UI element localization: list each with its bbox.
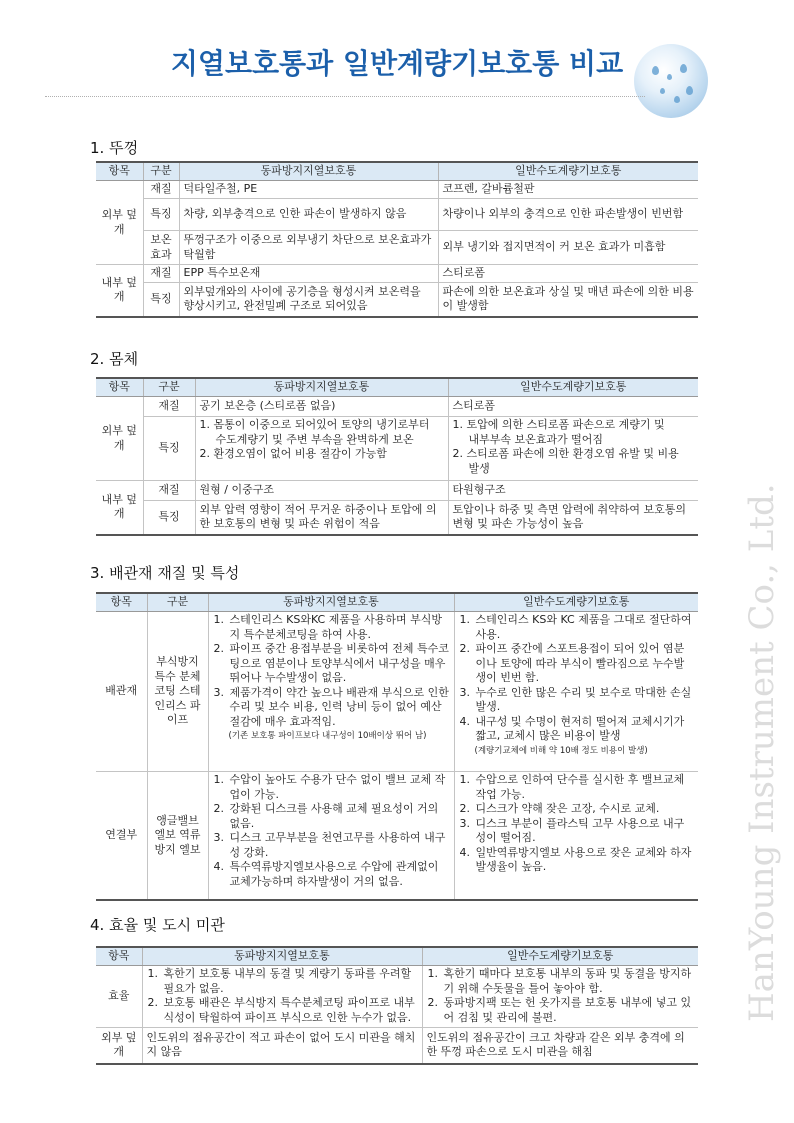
general-cell: 코프렌, 갈바륨철판 <box>438 181 698 199</box>
geo-cell: 인도위의 점유공간이 적고 파손이 없어 도시 미관을 해치지 않음 <box>142 1028 422 1064</box>
header-geo: 동파방지지열보호통 <box>179 162 438 181</box>
geo-cell: 덕타일주철, PE <box>179 181 438 199</box>
list-item: 2. 동파방지팩 또는 헌 옷가지를 보호통 내부에 넣고 있어 검침 및 관리에 불편. <box>442 996 695 1025</box>
row-label-outer-lid: 외부 덮개 <box>96 181 143 265</box>
list-item: 2. 파이프 중간 용접부분을 비롯하여 전체 특수코팅으로 염분이나 토양부식에서 내구성을 매우 뛰어나 누수발생이 없음. <box>228 642 450 686</box>
efficiency-comparison-table <box>96 946 698 1065</box>
list-item: 3. 디스크 고무부분을 천연고무를 사용하여 내구성 강화. <box>228 831 450 860</box>
header-item: 항목 <box>96 378 143 397</box>
header-item: 항목 <box>96 162 143 181</box>
category-cell: 재질 <box>143 397 195 417</box>
geo-note: (기존 보호통 파이프보다 내구성이 10배이상 뛰어 남) <box>228 731 427 741</box>
category-cell: 재질 <box>143 481 195 501</box>
header-geo: 동파방지지열보호통 <box>208 593 454 612</box>
header-item: 항목 <box>96 593 147 612</box>
section-3-heading: 3. 배관재 재질 및 특성 <box>90 564 240 582</box>
row-label-outer-cover: 외부 덮개 <box>96 1028 142 1064</box>
general-cell: 인도위의 점유공간이 크고 차량과 같은 외부 충격에 의한 뚜껑 파손으로 도시 미관을 해침 <box>422 1028 698 1064</box>
row-label-outer: 외부 덮개 <box>96 397 143 481</box>
general-cell: 외부 냉기와 접지면적이 커 보온 효과가 미흡함 <box>438 231 698 265</box>
general-list <box>427 967 695 1025</box>
category-cell: 특징 <box>143 283 179 317</box>
company-watermark: HanYoung Instrument Co., Ltd. <box>742 483 782 1022</box>
general-cell: 토압이나 하중 및 측면 압력에 취약하여 보호통의 변형 및 파손 가능성이 높음 <box>448 501 698 535</box>
general-line: 내부부속 보온효과가 떨어짐 <box>468 432 604 446</box>
list-item: 4. 일반역류방지엘보 사용으로 잦은 교체와 하자발생율이 높음. <box>474 846 695 875</box>
general-cell: 차량이나 외부의 충격으로 인한 파손발생이 빈번함 <box>438 199 698 231</box>
row-label-inner: 내부 덮개 <box>96 481 143 535</box>
category-cell: 특징 <box>143 199 179 231</box>
general-line: 2. 스티로폼 파손에 의한 환경오염 유발 및 비용 <box>452 447 679 460</box>
list-item: 1. 혹한기 보호통 내부의 동결 및 계량기 동파를 우려할 필요가 없음. <box>162 967 418 996</box>
header-general: 일반수도계량기보호통 <box>454 593 698 612</box>
geo-cell: EPP 특수보온재 <box>179 265 438 283</box>
header-geo: 동파방지지열보호통 <box>195 378 448 397</box>
header-category: 구분 <box>143 378 195 397</box>
geo-cell: 원형 / 이중구조 <box>195 481 448 501</box>
geo-cell: 뚜껑구조가 이중으로 외부냉기 차단으로 보온효과가 탁월함 <box>179 231 438 265</box>
geo-list <box>147 967 418 1025</box>
list-item: 1. 수압이 높아도 수용가 단수 없이 밸브 교체 작업이 가능. <box>228 773 450 802</box>
category-cell: 재질 <box>143 265 179 283</box>
general-list <box>459 613 695 744</box>
section-4-heading: 4. 효율 및 도시 미관 <box>90 916 225 934</box>
geo-list <box>213 613 450 729</box>
header-general: 일반수도계량기보호통 <box>438 162 698 181</box>
category-cell: 특징 <box>143 501 195 535</box>
list-item: 2. 강화된 디스크를 사용해 교체 필요성이 거의 없음. <box>228 802 450 831</box>
general-note: (계량기교체에 비해 약 10배 정도 비용이 발생) <box>474 745 648 756</box>
general-cell: 스티로폼 <box>448 397 698 417</box>
page-title: 지열보호통과 일반계량기보호통 비교 <box>170 47 624 80</box>
geo-line: 1. 몸통이 이중으로 되어있어 토양의 냉기로부터 <box>199 418 430 431</box>
list-item: 1. 수압으로 인하여 단수를 실시한 후 밸브교체 작업 가능. <box>474 773 695 802</box>
list-item: 2. 디스크가 약해 잦은 고장, 수시로 교체. <box>474 802 695 817</box>
header-category: 구분 <box>147 593 208 612</box>
row-label-efficiency: 효율 <box>96 966 142 1028</box>
general-line: 발생 <box>468 461 490 475</box>
general-line: 1. 토압에 의한 스티로폼 파손으로 계량기 및 <box>452 418 665 431</box>
header-category: 구분 <box>143 162 179 181</box>
header-geo: 동파방지지열보호통 <box>142 947 422 966</box>
list-item: 1. 스테인리스 KS와 KC 제품을 그대로 절단하여 사용. <box>474 613 695 642</box>
row-label-pipe: 배관재 <box>96 612 147 772</box>
header-general: 일반수도계량기보호통 <box>422 947 698 966</box>
category-cell: 특징 <box>143 417 195 481</box>
water-drop-logo <box>634 44 708 118</box>
general-cell: 스티로폼 <box>438 265 698 283</box>
category-cell: 앵글밸브 엘보 역류방지 엘보 <box>147 772 208 900</box>
title-divider <box>45 96 645 97</box>
row-label-joint: 연결부 <box>96 772 147 900</box>
geo-cell: 공기 보온층 (스티로폼 없음) <box>195 397 448 417</box>
category-cell: 부식방지 특수 분체 코팅 스테인리스 파이프 <box>147 612 208 772</box>
geo-list <box>213 773 450 889</box>
geo-line: 수도계량기 및 주변 부속을 완벽하게 보온 <box>215 432 414 446</box>
list-item: 3. 디스크 부분이 플라스틱 고무 사용으로 내구성이 떨어짐. <box>474 817 695 846</box>
geo-cell: 외부 압력 영향이 적어 무거운 하중이나 토압에 의한 보호통의 변형 및 파손 위험이 적음 <box>195 501 448 535</box>
category-cell: 재질 <box>143 181 179 199</box>
list-item: 2. 파이프 중간에 스포트용접이 되어 있어 염분이나 토양에 따라 부식이 빨라짐으로 누수발생이 빈번 함. <box>474 642 695 686</box>
list-item: 1. 스테인리스 KS와KC 제품을 사용하며 부식방지 특수분체코팅을 하여 사용. <box>228 613 450 642</box>
section-2-heading: 2. 몸체 <box>90 350 139 368</box>
list-item: 4. 내구성 및 수명이 현저히 떨어져 교체시기가 짧고, 교체시 많은 비용이 발생 <box>474 715 695 744</box>
list-item: 4. 특수역류방지엘보사용으로 수압에 관계없이 교체가능하며 하자발생이 거의 없음. <box>228 860 450 889</box>
geo-line: 2. 환경오염이 없어 비용 절감이 가능함 <box>199 447 387 460</box>
general-cell: 타원형구조 <box>448 481 698 501</box>
body-comparison-table <box>96 377 698 536</box>
header-general: 일반수도계량기보호통 <box>448 378 698 397</box>
list-item: 1. 혹한기 때마다 보호통 내부의 동파 및 동결을 방지하기 위해 수돗물을 틀어 놓아야 함. <box>442 967 695 996</box>
header-item: 항목 <box>96 947 142 966</box>
general-list <box>459 773 695 875</box>
list-item: 3. 누수로 인한 많은 수리 및 보수로 막대한 손실 발생. <box>474 686 695 715</box>
row-label-inner-lid: 내부 덮개 <box>96 265 143 317</box>
pipe-comparison-table <box>96 592 698 901</box>
category-cell: 보온 효과 <box>143 231 179 265</box>
general-cell: 파손에 의한 보온효과 상실 및 매년 파손에 의한 비용이 발생함 <box>438 283 698 317</box>
list-item: 2. 보호통 배관은 부식방지 특수분체코팅 파이프로 내부 식성이 탁월하여 파이프 부식으로 인한 누수가 없음. <box>162 996 418 1025</box>
geo-cell: 차량, 외부충격으로 인한 파손이 발생하지 않음 <box>179 199 438 231</box>
geo-cell: 외부덮개와의 사이에 공기층을 형성시켜 보온력을 향상시키고, 완전밀폐 구조로 되어있음 <box>179 283 438 317</box>
section-1-heading: 1. 뚜껑 <box>90 139 139 157</box>
list-item: 3. 제품가격이 약간 높으나 배관재 부식으로 인한 수리 및 보수 비용, 인력 낭비 등이 없어 예산절감에 매우 효과적임. <box>228 686 450 730</box>
lid-comparison-table <box>96 161 698 318</box>
